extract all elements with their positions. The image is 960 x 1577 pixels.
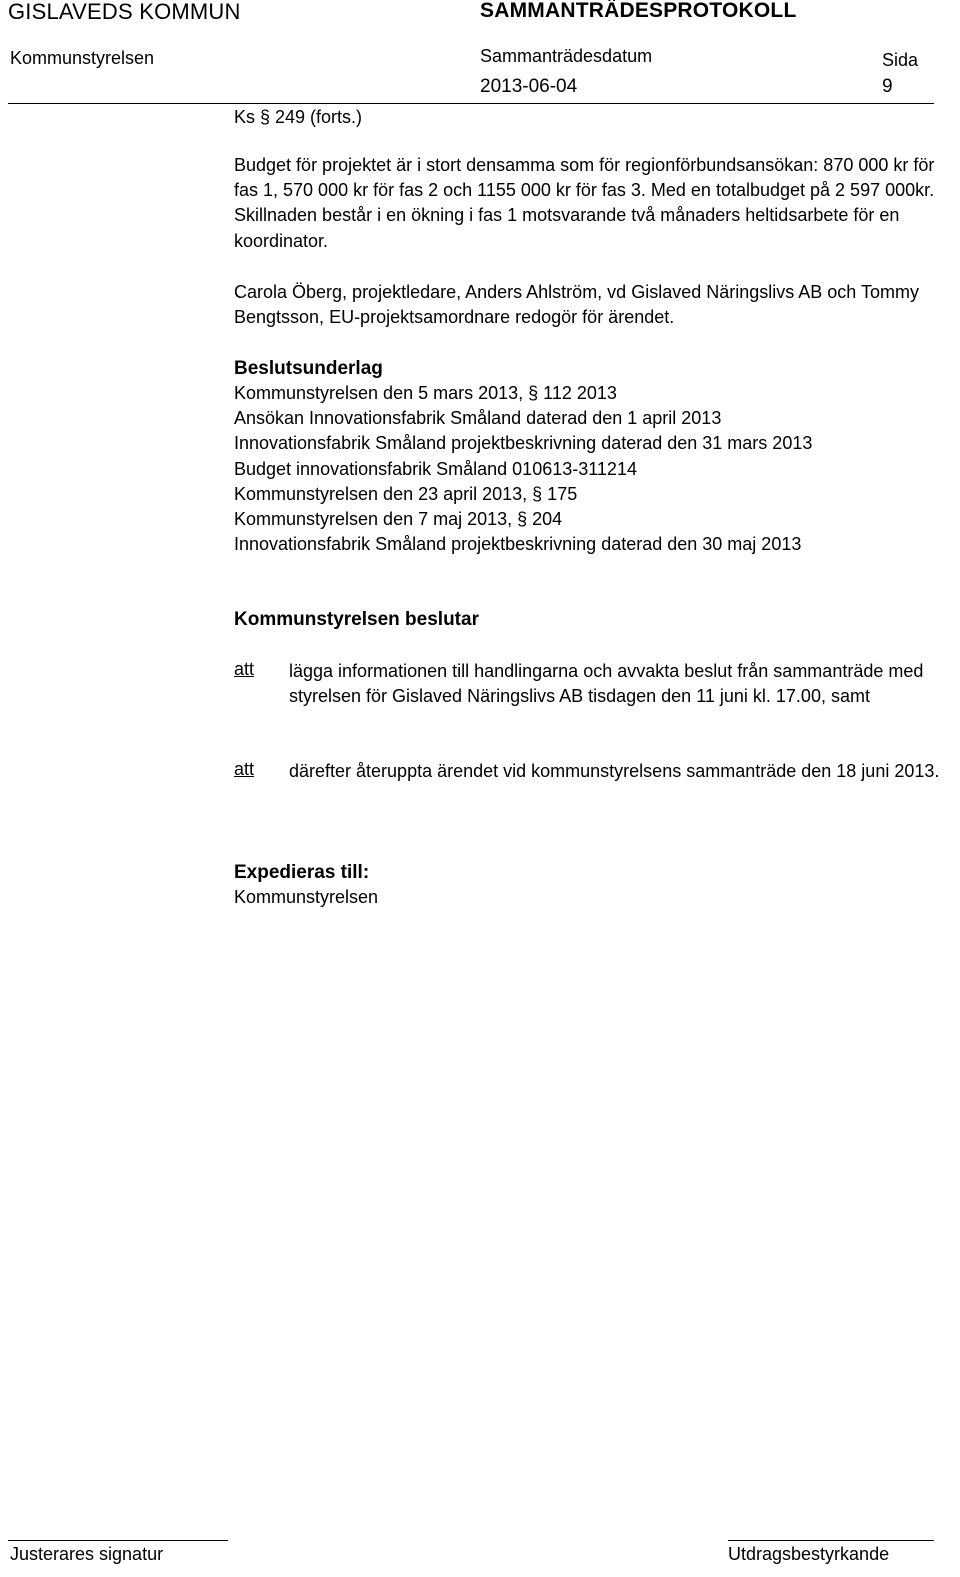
decision-label: att (234, 659, 255, 679)
page-number-value: 9 (882, 76, 893, 97)
decision-heading: Kommunstyrelsen beslutar (234, 609, 479, 630)
presenters-paragraph: Carola Öberg, projektledare, Anders Ahlström, vd Gislaved Näringslivs AB och Tommy Bengtsson, EU-projektsamordnare redogör för ärendet. (234, 282, 919, 328)
header-divider (8, 103, 934, 104)
decision-text: därefter återuppta ärendet vid kommunstyrelsens sammanträde den 18 juni 2013. (289, 761, 940, 781)
beslutsunderlag-list (234, 381, 812, 557)
list-item: Ansökan Innovationsfabrik Småland daterad den 1 april 2013 (234, 408, 722, 429)
case-reference: Ks § 249 (forts.) (234, 107, 363, 127)
decision-text: lägga informationen till handlingarna och avvakta beslut från sammanträde med styrelsen för Gislaved Näringslivs AB tisdagen den 11 juni kl. 17.00, samt (289, 661, 924, 707)
decision-label: att (234, 759, 255, 779)
organization-name: GISLAVEDS KOMMUN (8, 0, 241, 24)
expedieras-heading: Expedieras till: (234, 862, 370, 883)
list-item: Innovationsfabrik Småland projektbeskrivning daterad den 30 maj 2013 (234, 534, 802, 555)
committee-name: Kommunstyrelsen (10, 48, 155, 68)
list-item: Kommunstyrelsen den 5 mars 2013, § 112 2013 (234, 383, 617, 403)
list-item: Kommunstyrelsen den 23 april 2013, § 175 (234, 483, 578, 504)
signature-line (8, 1540, 228, 1541)
signature-label: Justerares signatur (10, 1544, 164, 1564)
page-number-label: Sida (882, 50, 919, 70)
list-item: Kommunstyrelsen den 7 maj 2013, § 204 (234, 509, 563, 530)
beslutsunderlag-heading: Beslutsunderlag (234, 358, 383, 379)
list-item: Budget innovationsfabrik Småland 010613-311214 (234, 458, 637, 479)
meeting-date-label: Sammanträdesdatum (480, 46, 653, 66)
extract-certification-label: Utdragsbestyrkande (728, 1544, 890, 1564)
expedieras-recipient: Kommunstyrelsen (234, 887, 379, 907)
list-item: Innovationsfabrik Småland projektbeskrivning daterad den 31 mars 2013 (234, 433, 813, 454)
meeting-date-value: 2013-06-04 (480, 76, 578, 97)
budget-paragraph: Budget för projektet är i stort densamma som för regionförbundsansökan: 870 000 kr för fas 1, 570 000 kr för fas 2 och 1155 000 kr för fas 3. Med en totalbudget på 2 597 000kr. Skillnaden består i en ökning i fas 1 motsvarande två månaders heltidsarbete för en koordinator. (234, 155, 935, 251)
document-type: SAMMANTRÄDESPROTOKOLL (480, 0, 797, 22)
extract-line (728, 1540, 934, 1541)
